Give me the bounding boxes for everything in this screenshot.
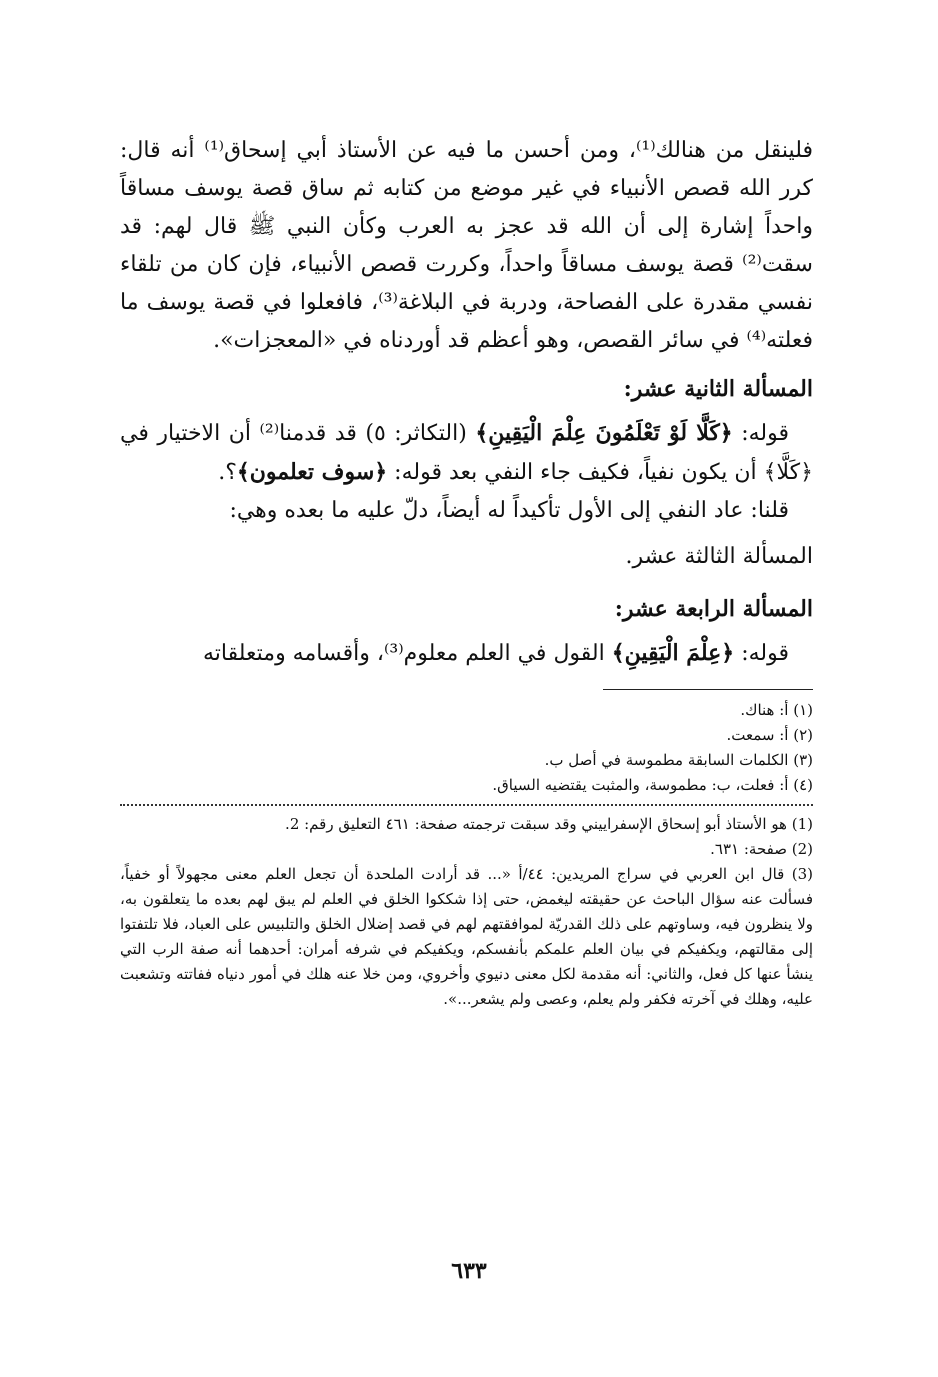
footnotes-editor — [120, 812, 813, 1012]
heading-question-12: المسألة الثانية عشر: — [623, 376, 813, 402]
heading-question-14: المسألة الرابعة عشر: — [614, 596, 813, 622]
paragraph-question-14 — [120, 634, 813, 673]
q12-lead: قوله: — [732, 421, 789, 446]
footnote-b-3: (3) قال ابن العربي في سراج المريدين: ٤٤/أ «... قد أرادت الملحدة أن تجعل العلم معنى مجهولاً أو خفياً، فسألت عنه سؤال الباحث عن حقيقته ليغمض، حتى إذا شككوا الخلق في العلم لم يبق لهم بعده ما يتعلقون به، ولا ينظرون فيه، وساوتهم على ذلك القدريّة لموافقتهم لهم في قصد إضلال الخلق والتلبيس على العباد، فلا تلتفتوا إلى مقالتهم، ويكفيكم في بيان العلم علمكم بأنفسكم، ويكفيكم في شرفه أمران: أحدهما أنه صفة الرب التي ينشأ عنها كل فعل، والثاني: أنه مقدمة لكل معنى دنيوي وأخروي، ومن خلا عنه هلك في أمور دنياه ففاتته وتشعبت عليه، وهلك في آخرته فكفر ولم يعلم، وعصى ولم يشعر...». — [120, 865, 813, 1008]
footnote-a-3: (٣) الكلمات السابقة مطموسة في أصل ب. — [544, 751, 813, 769]
q14-rest: القول في العلم معلوم⁽³⁾، وأقسامه ومتعلقاته — [203, 641, 612, 666]
q12-verse-2: ﴿سوف تعلمون﴾ — [236, 459, 388, 485]
q12-end: ؟. — [218, 460, 237, 485]
q12-verse: ﴿كَلَّا لَوْ تَعْلَمُونَ عِلْمَ الْيَقِينِ﴾ — [475, 420, 733, 446]
q12-rest: (التكاثر: ٥) قد قدمنا⁽²⁾ أن الاختيار في ﴿كَلَّا﴾ أن يكون نفياً، فكيف جاء النفي بعد قوله: — [120, 421, 813, 485]
footnote-a-1: (١) أ: هناك. — [740, 701, 813, 719]
paragraph-question-12 — [120, 414, 813, 492]
footnote-separator — [603, 689, 813, 690]
footnote-b-2: (2) صفحة: ٦٣١. — [710, 840, 813, 858]
main-text — [120, 132, 813, 673]
page-number: ٦٣٣ — [451, 1258, 487, 1284]
q14-lead: قوله: — [734, 641, 789, 666]
paragraph-answer-12: قلنا: عاد النفي إلى الأول تأكيداً له أيضاً، دلّ عليه ما بعده وهي: — [229, 498, 789, 523]
footnote-b-1: (1) هو الأستاذ أبو إسحاق الإسفراييني وقد سبقت ترجمته صفحة: ٤٦١ التعليق رقم: 2. — [285, 815, 813, 833]
heading-question-13: المسألة الثالثة عشر. — [625, 544, 813, 569]
footnote-a-4: (٤) أ: فعلت، ب: مطموسة، والمثبت يقتضيه السياق. — [492, 776, 813, 794]
footnote-dotted-separator — [120, 804, 813, 806]
q14-verse: ﴿عِلْمَ الْيَقِينِ﴾ — [611, 640, 735, 666]
footnotes-manuscript — [120, 698, 813, 798]
paragraph-1: فلينقل من هنالك⁽¹⁾، ومن أحسن ما فيه عن الأستاذ أبي إسحاق⁽¹⁾ أنه قال: كرر الله قصص الأنبياء في غير موضع من كتابه ثم ساق قصة يوسف مساقاً واحداً إشارة إلى أن الله قد عجز به العرب وكأن النبي ﷺ قال لهم: قد سقت⁽²⁾ قصة يوسف مساقاً واحداً، وكررت قصص الأنبياء، فإن كان من تلقاء نفسي مقدرة على الفصاحة، ودربة في البلاغة⁽³⁾، فافعلوا في قصة يوسف ما فعلته⁽⁴⁾ في سائر القصص، وهو أعظم قد أوردناه في «المعجزات». — [120, 138, 813, 353]
footnote-a-2: (٢) أ: سمعت. — [726, 726, 813, 744]
